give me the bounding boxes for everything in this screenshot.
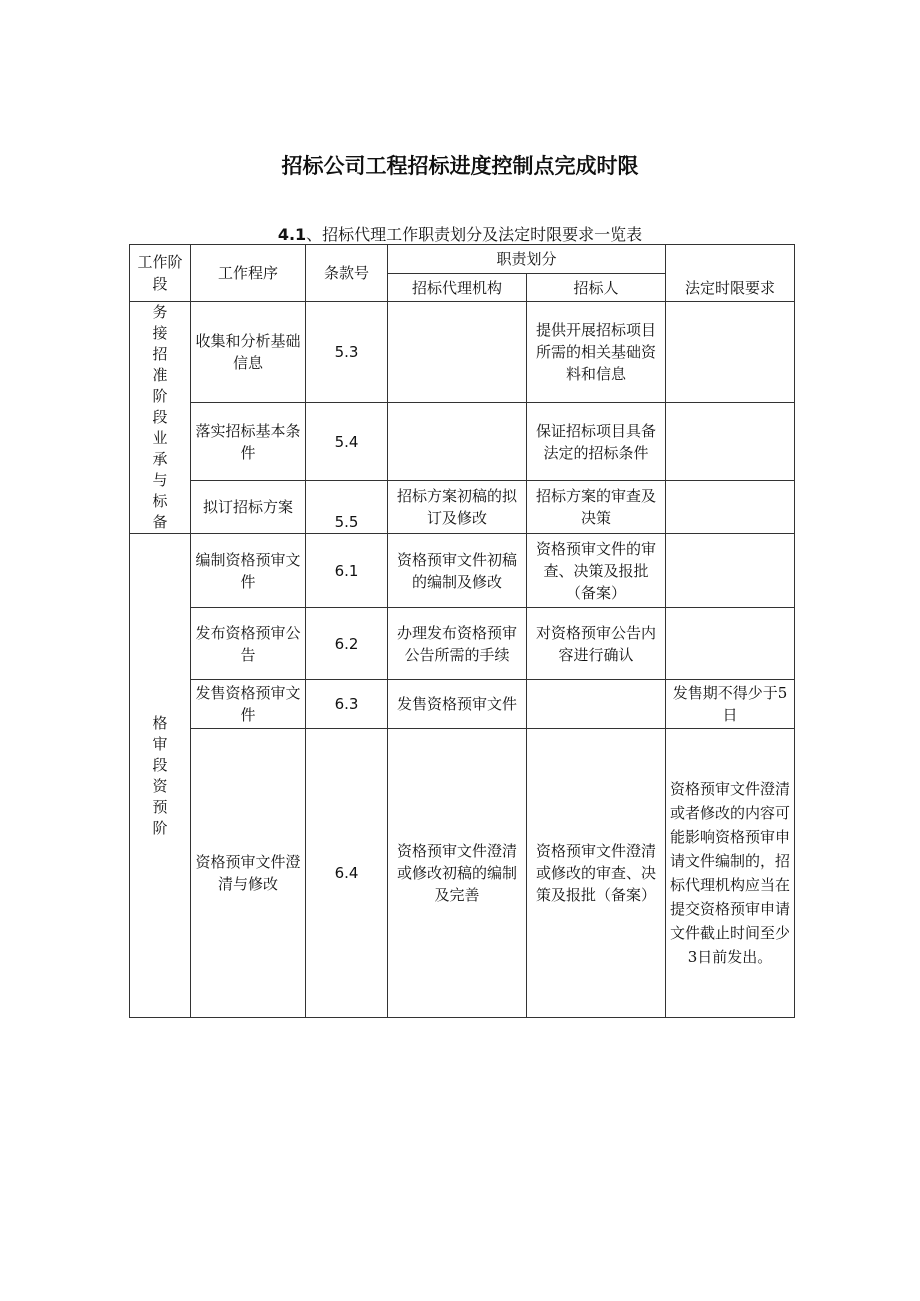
tenderer-cell: 对资格预审公告内容进行确认 [527,608,666,680]
agency-cell: 发售资格预审文件 [388,680,527,729]
procedure-cell: 资格预审文件澄清与修改 [191,729,306,1018]
procedure-cell: 编制资格预审文件 [191,534,306,608]
duty-table [129,244,795,1018]
stage-cell-2 [130,534,191,1018]
clause-cell: 6.4 [306,729,388,1018]
procedure-cell: 发售资格预审文件 [191,680,306,729]
tenderer-cell [527,680,666,729]
procedure-cell: 拟订招标方案 [191,481,306,534]
agency-cell: 招标方案初稿的拟订及修改 [388,481,527,534]
page-title: 招标公司工程招标进度控制点完成时限 [281,154,639,178]
table-row [130,729,795,1018]
tenderer-cell: 资格预审文件澄清或修改的审查、决策及报批（备案） [527,729,666,1018]
header-duty: 职责划分 [388,245,666,274]
clause-cell: 5.4 [306,403,388,481]
tenderer-cell: 保证招标项目具备法定的招标条件 [527,403,666,481]
header-agency: 招标代理机构 [388,274,527,302]
stage-label-2: 格审段资预阶 [152,713,168,837]
clause-cell: 5.3 [306,302,388,403]
table-row [130,608,795,680]
time-limit-cell [666,302,795,403]
header-stage: 工作阶段 [130,245,191,302]
tenderer-cell: 资格预审文件的审查、决策及报批（备案） [527,534,666,608]
stage-label-1: 务接招准阶段业承与标备 [152,303,168,531]
procedure-cell: 落实招标基本条件 [191,403,306,481]
tenderer-cell: 招标方案的审查及决策 [527,481,666,534]
clause-cell: 6.1 [306,534,388,608]
caption-number: 4.1 [277,225,307,244]
table-row [130,481,795,534]
header-time-limit: 法定时限要求 [666,245,795,302]
stage-cell-1 [130,302,191,534]
agency-cell: 资格预审文件初稿的编制及修改 [388,534,527,608]
agency-cell: 资格预审文件澄清或修改初稿的编制及完善 [388,729,527,1018]
procedure-cell: 发布资格预审公告 [191,608,306,680]
header-tenderer: 招标人 [527,274,666,302]
clause-cell: 5.5 [306,481,388,534]
agency-cell [388,302,527,403]
time-limit-cell [666,481,795,534]
procedure-cell: 收集和分析基础信息 [191,302,306,403]
table-row [130,403,795,481]
header-procedure: 工作程序 [191,245,306,302]
time-limit-cell [666,608,795,680]
table-row [130,302,795,403]
caption-text: 、招标代理工作职责划分及法定时限要求一览表 [306,225,643,244]
time-limit-cell: 发售期不得少于5日 [666,680,795,729]
agency-cell [388,403,527,481]
header-clause: 条款号 [306,245,388,302]
agency-cell: 办理发布资格预审公告所需的手续 [388,608,527,680]
time-limit-cell [666,403,795,481]
clause-cell: 6.2 [306,608,388,680]
time-limit-cell: 资格预审文件澄清或者修改的内容可能影响资格预审申请文件编制的，招标代理机构应当在提交资格预审申请文件截止时间至少3日前发出。 [666,729,795,1018]
table-row [130,680,795,729]
tenderer-cell: 提供开展招标项目所需的相关基础资料和信息 [527,302,666,403]
time-limit-cell [666,534,795,608]
clause-cell: 6.3 [306,680,388,729]
table-row [130,534,795,608]
table-caption [0,222,920,245]
